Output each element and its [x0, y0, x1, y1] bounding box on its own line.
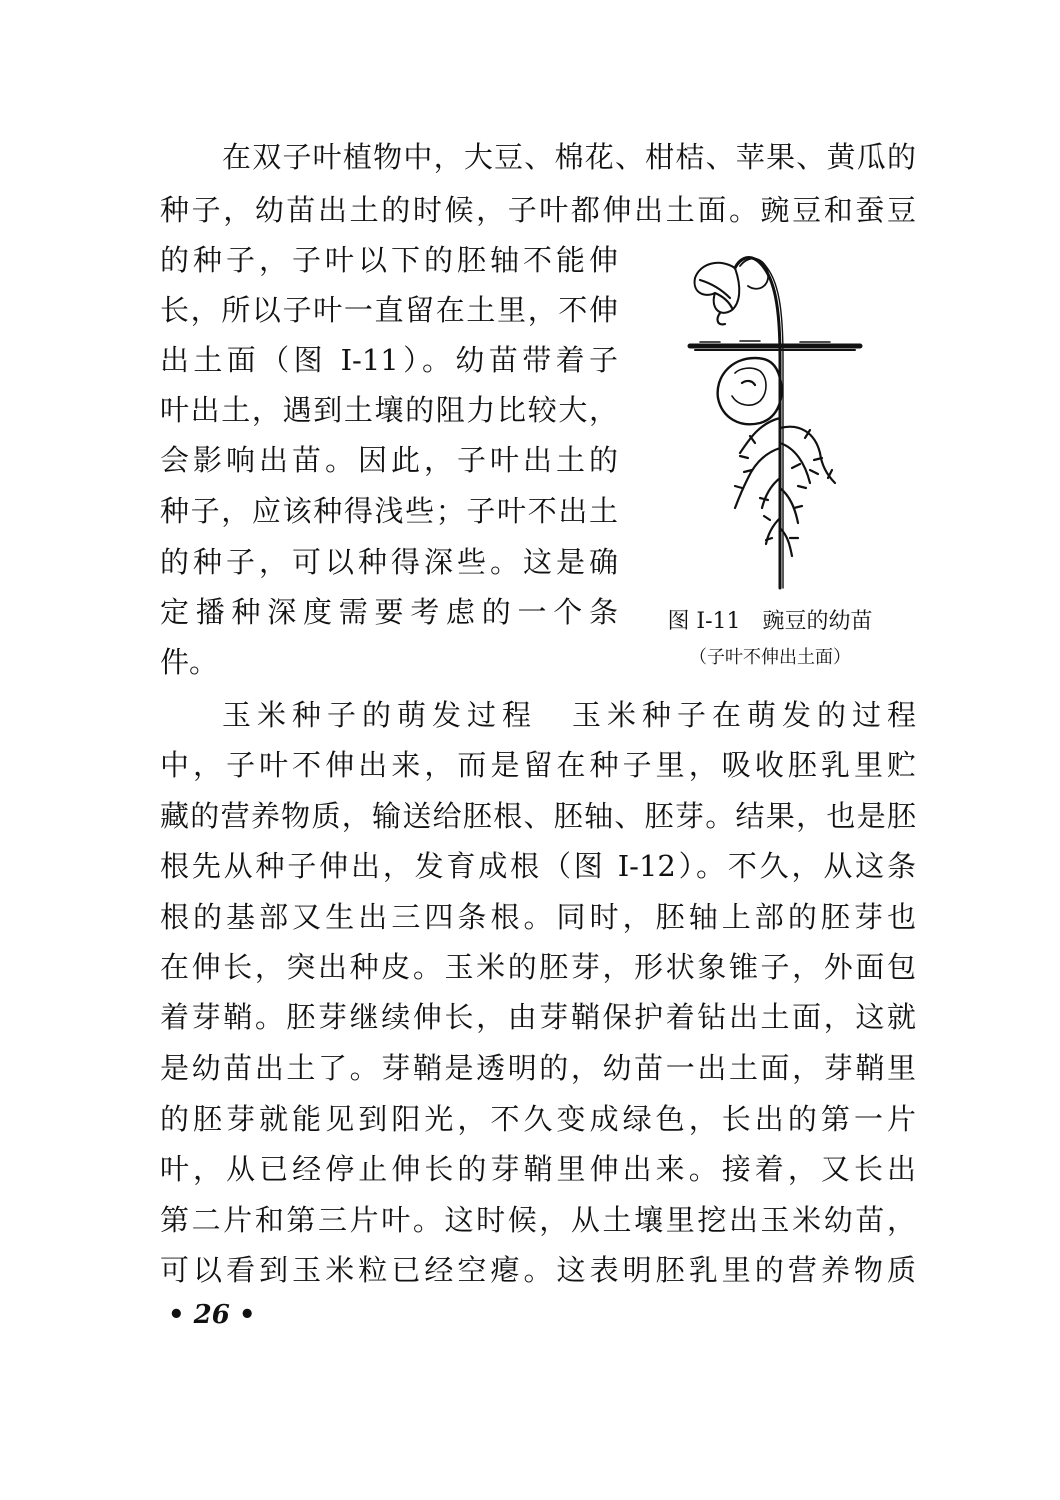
text-line: 中，子叶不伸出来，而是留在种子里，吸收胚乳里贮: [160, 748, 916, 782]
figure-subcaption: （子叶不伸出土面）: [689, 647, 851, 668]
text-line: 的种子，可以种得深些。这是确: [160, 545, 618, 579]
text-line: 定播种深度需要考虑的一个条: [160, 595, 618, 629]
text-line: 件。: [160, 645, 219, 679]
page-number: • 26 •: [168, 1300, 256, 1330]
text-line: [222, 698, 916, 732]
text-line: 的胚芽就能见到阳光，不久变成绿色，长出的第一片: [160, 1102, 916, 1136]
text-line: 叶，从已经停止伸长的芽鞘里伸出来。接着，又长出: [160, 1152, 916, 1186]
text-line: 叶出土，遇到土壤的阻力比较大，: [160, 393, 618, 427]
text-line: 根先从种子伸出，发育成根（图 I-12）。不久，从这条: [160, 849, 916, 883]
text-line: 根的基部又生出三四条根。同时，胚轴上部的胚芽也: [160, 900, 916, 934]
text-line: 种子，应该种得浅些；子叶不出土: [160, 494, 618, 528]
text-line: 种子，幼苗出土的时候，子叶都伸出土面。豌豆和蚕豆: [160, 193, 916, 227]
text-line: 的种子，子叶以下的胚轴不能伸: [160, 243, 618, 277]
text-line: 出土面（图 I-11）。幼苗带着子: [160, 343, 618, 377]
text-line: 第二片和第三片叶。这时候，从土壤里挖出玉米幼苗，: [160, 1203, 916, 1237]
text-line: 长，所以子叶一直留在土里，不伸: [160, 293, 618, 327]
section-heading: 玉米种子的萌发过程: [222, 698, 537, 732]
figure-caption: 图 I-11 豌豆的幼苗: [667, 609, 873, 634]
text-line: 是幼苗出土了。芽鞘是透明的，幼苗一出土面，芽鞘里: [160, 1051, 916, 1085]
text-line: 着芽鞘。胚芽继续伸长，由芽鞘保护着钻出土面，这就: [160, 1000, 916, 1034]
pea-seedling-figure: [680, 238, 870, 598]
text-line: 在伸长，突出种皮。玉米的胚芽，形状象锥子，外面包: [160, 950, 916, 984]
text-line: 藏的营养物质，输送给胚根、胚轴、胚芽。结果，也是胚: [160, 799, 916, 833]
text-line-rest: 玉米种子在萌发的过程: [571, 698, 916, 732]
text-line: 可以看到玉米粒已经空瘪。这表明胚乳里的营养物质: [160, 1253, 916, 1287]
text-line: 在双子叶植物中，大豆、棉花、柑桔、苹果、黄瓜的: [222, 140, 916, 174]
text-line: 会影响出苗。因此，子叶出土的: [160, 443, 618, 477]
